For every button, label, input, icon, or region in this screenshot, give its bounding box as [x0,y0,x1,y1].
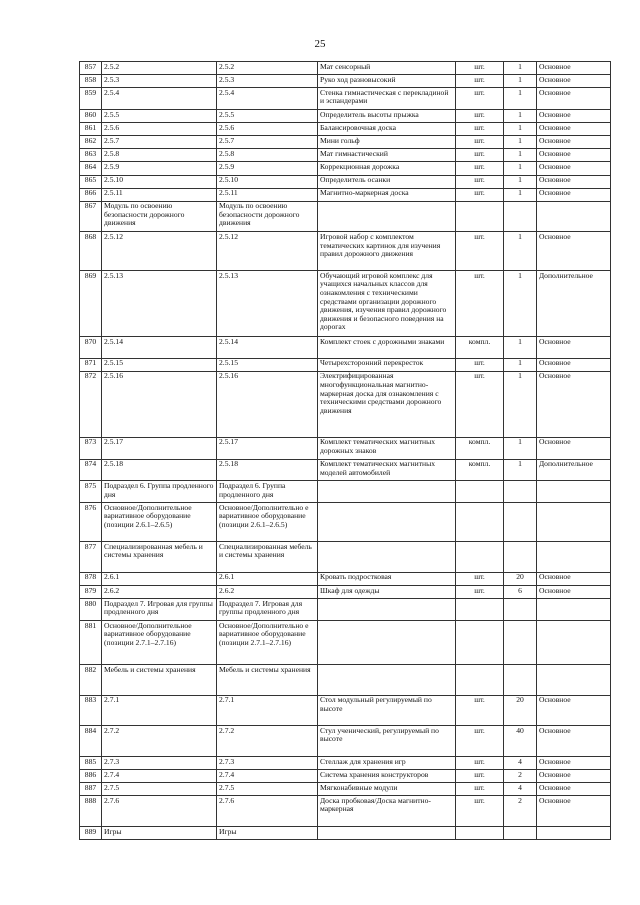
table-row [80,437,611,459]
quantity [504,481,537,503]
unit: шт. [456,188,504,201]
table-row [80,123,611,136]
row-number: 872 [80,371,102,437]
row-number: 860 [80,110,102,123]
row-number: 866 [80,188,102,201]
quantity [504,201,537,232]
item-code: Подраздел 7. Игровая для группы продленного дня [217,599,318,621]
row-number: 879 [80,586,102,599]
quantity: 1 [504,271,537,337]
item-code: 2.7.2 [217,726,318,757]
section-code: 2.5.4 [102,88,217,110]
unit [456,621,504,665]
unit: шт. [456,695,504,726]
table-row [80,188,611,201]
unit: шт. [456,162,504,175]
equipment-type: Основное [537,123,611,136]
quantity: 1 [504,149,537,162]
section-code: Подраздел 6. Группа продленного дня [102,481,217,503]
item-name: Определитель осанки [318,175,456,188]
quantity: 4 [504,757,537,770]
item-name: Стенка гимнастическая с перекладиной и эспандерами [318,88,456,110]
item-code: Подраздел 6. Группа продленного дня [217,481,318,503]
section-code: Подраздел 7. Игровая для группы продленного дня [102,599,217,621]
item-code: 2.5.9 [217,162,318,175]
page-number: 25 [314,38,326,50]
item-code: Модуль по освоению безопасности дорожного движения [217,201,318,232]
item-code: 2.6.2 [217,586,318,599]
quantity [504,665,537,696]
table-row [80,542,611,573]
unit [456,201,504,232]
item-name: Четырехсторонний перекресток [318,358,456,371]
unit [456,599,504,621]
equipment-type: Основное [537,62,611,75]
table-row [80,162,611,175]
item-name: Комплект тематических магнитных дорожных знаков [318,437,456,459]
unit: шт. [456,726,504,757]
table-row [80,572,611,585]
unit [456,481,504,503]
quantity: 4 [504,783,537,796]
quantity [504,599,537,621]
unit: шт. [456,136,504,149]
item-code: Основное/Дополнительно е вариативное оборудование (позиции 2.6.1–2.6.5) [217,503,318,542]
equipment-type: Основное [537,726,611,757]
section-code: 2.5.14 [102,337,217,359]
item-code: 2.5.6 [217,123,318,136]
table-row [80,271,611,337]
equipment-type: Основное [537,337,611,359]
table-row [80,149,611,162]
equipment-type [537,542,611,573]
table-row [80,337,611,359]
quantity: 1 [504,232,537,271]
item-name: Коррекционная дорожка [318,162,456,175]
item-name [318,503,456,542]
item-name [318,599,456,621]
section-code: 2.7.4 [102,770,217,783]
table-row [80,757,611,770]
equipment-type: Основное [537,586,611,599]
row-number: 858 [80,75,102,88]
table-row [80,88,611,110]
row-number: 862 [80,136,102,149]
row-number: 871 [80,358,102,371]
row-number: 887 [80,783,102,796]
equipment-type [537,201,611,232]
equipment-type: Дополнительное [537,271,611,337]
item-name: Мягконабивные модули [318,783,456,796]
item-code: Игры [217,827,318,840]
quantity: 1 [504,123,537,136]
equipment-type: Основное [537,371,611,437]
section-code: 2.5.16 [102,371,217,437]
quantity [504,827,537,840]
item-name: Мат гимнастический [318,149,456,162]
row-number: 873 [80,437,102,459]
quantity: 1 [504,459,537,481]
item-code: 2.5.10 [217,175,318,188]
section-code: 2.5.11 [102,188,217,201]
quantity: 1 [504,337,537,359]
item-code: Специализированная мебель и системы хранения [217,542,318,573]
row-number: 870 [80,337,102,359]
row-number: 881 [80,621,102,665]
row-number: 857 [80,62,102,75]
equipment-type: Основное [537,572,611,585]
equipment-type: Основное [537,88,611,110]
section-code: 2.5.15 [102,358,217,371]
quantity [504,503,537,542]
equipment-type: Основное [537,695,611,726]
unit: шт. [456,62,504,75]
section-code: 2.7.3 [102,757,217,770]
table-row [80,695,611,726]
equipment-type: Основное [537,796,611,827]
equipment-table [79,61,611,840]
section-code: Модуль по освоению безопасности дорожного движения [102,201,217,232]
row-number: 861 [80,123,102,136]
table-row [80,371,611,437]
row-number: 868 [80,232,102,271]
section-code: Игры [102,827,217,840]
item-name: Магнитно-маркерная доска [318,188,456,201]
unit: шт. [456,271,504,337]
item-code: 2.7.1 [217,695,318,726]
table-row [80,599,611,621]
item-code: 2.6.1 [217,572,318,585]
section-code: 2.5.12 [102,232,217,271]
table-row [80,232,611,271]
equipment-type [537,665,611,696]
equipment-type [537,827,611,840]
item-code: 2.5.11 [217,188,318,201]
unit: шт. [456,110,504,123]
equipment-type: Основное [537,232,611,271]
item-code: Мебель и системы хранения [217,665,318,696]
row-number: 884 [80,726,102,757]
quantity: 1 [504,371,537,437]
row-number: 864 [80,162,102,175]
item-code: 2.5.18 [217,459,318,481]
section-code: 2.5.17 [102,437,217,459]
item-name: Электрифицированная многофункциональная магнитно-маркерная доска для ознакомления с техническими средствами дорожного движения [318,371,456,437]
equipment-type: Основное [537,175,611,188]
item-code: 2.5.14 [217,337,318,359]
item-name: Стол модульный регулируемый по высоте [318,695,456,726]
quantity: 1 [504,136,537,149]
item-name [318,542,456,573]
item-code: 2.5.7 [217,136,318,149]
unit: шт. [456,88,504,110]
equipment-type [537,481,611,503]
unit: компл. [456,437,504,459]
table-row [80,481,611,503]
section-code: 2.7.6 [102,796,217,827]
item-name: Мини гольф [318,136,456,149]
section-code: 2.5.13 [102,271,217,337]
item-name: Игровой набор с комплектом тематических картинок для изучения правил дорожного движения [318,232,456,271]
item-code: 2.5.2 [217,62,318,75]
section-code: 2.5.3 [102,75,217,88]
row-number: 867 [80,201,102,232]
item-name: Кровать подростковая [318,572,456,585]
item-name [318,481,456,503]
equipment-type: Основное [537,149,611,162]
quantity: 2 [504,770,537,783]
item-code: 2.7.5 [217,783,318,796]
quantity: 1 [504,175,537,188]
item-code: 2.5.17 [217,437,318,459]
item-name: Мат сенсорный [318,62,456,75]
unit [456,827,504,840]
unit: шт. [456,770,504,783]
item-code: 2.5.15 [217,358,318,371]
table-row [80,175,611,188]
item-name: Обучающий игровой комплекс для учащихся начальных классов для ознакомления с техническими средствами организации дорожного движения, изучения правил дорожного движения и безопасного поведения на дорогах [318,271,456,337]
section-code: 2.7.2 [102,726,217,757]
equipment-type: Основное [537,136,611,149]
row-number: 859 [80,88,102,110]
item-code: 2.5.4 [217,88,318,110]
table-row [80,358,611,371]
equipment-type: Основное [537,358,611,371]
row-number: 878 [80,572,102,585]
section-code: Мебель и системы хранения [102,665,217,696]
quantity: 1 [504,88,537,110]
row-number: 882 [80,665,102,696]
unit: шт. [456,572,504,585]
table-row [80,621,611,665]
unit: компл. [456,337,504,359]
item-code: 2.7.4 [217,770,318,783]
table-row [80,586,611,599]
unit: шт. [456,358,504,371]
item-name: Шкаф для одежды [318,586,456,599]
item-code: 2.5.5 [217,110,318,123]
item-name: Комплект стоек с дорожными знаками [318,337,456,359]
unit: шт. [456,75,504,88]
row-number: 865 [80,175,102,188]
table-row [80,665,611,696]
item-code: Основное/Дополнительно е вариативное оборудование (позиции 2.7.1–2.7.16) [217,621,318,665]
quantity: 1 [504,62,537,75]
item-name: Руко ход разновысокий [318,75,456,88]
equipment-type [537,503,611,542]
section-code: Основное/Дополнительное вариативное оборудование (позиции 2.6.1–2.6.5) [102,503,217,542]
section-code: 2.5.7 [102,136,217,149]
table-row [80,726,611,757]
unit [456,542,504,573]
unit: компл. [456,459,504,481]
equipment-type: Основное [537,110,611,123]
row-number: 888 [80,796,102,827]
unit: шт. [456,123,504,136]
section-code: 2.5.8 [102,149,217,162]
equipment-type: Дополнительное [537,459,611,481]
quantity: 1 [504,188,537,201]
item-name: Стеллаж для хранения игр [318,757,456,770]
equipment-type: Основное [537,783,611,796]
item-name: Определитель высоты прыжка [318,110,456,123]
quantity: 2 [504,796,537,827]
row-number: 880 [80,599,102,621]
item-code: 2.7.6 [217,796,318,827]
quantity: 20 [504,695,537,726]
quantity: 1 [504,437,537,459]
unit [456,665,504,696]
unit: шт. [456,796,504,827]
section-code: 2.5.6 [102,123,217,136]
equipment-type: Основное [537,188,611,201]
quantity: 40 [504,726,537,757]
section-code: 2.5.18 [102,459,217,481]
unit: шт. [456,371,504,437]
row-number: 885 [80,757,102,770]
quantity [504,542,537,573]
quantity: 1 [504,75,537,88]
row-number: 876 [80,503,102,542]
row-number: 877 [80,542,102,573]
item-code: 2.7.3 [217,757,318,770]
table-row [80,136,611,149]
table-row [80,827,611,840]
item-code: 2.5.12 [217,232,318,271]
equipment-type: Основное [537,75,611,88]
item-name [318,827,456,840]
section-code: 2.7.1 [102,695,217,726]
equipment-type [537,599,611,621]
table-row [80,770,611,783]
item-code: 2.5.3 [217,75,318,88]
item-name: Доска пробковая/Доска магнитно-маркерная [318,796,456,827]
equipment-type: Основное [537,162,611,175]
unit: шт. [456,586,504,599]
table-body [80,62,611,840]
row-number: 886 [80,770,102,783]
quantity: 20 [504,572,537,585]
table-row [80,459,611,481]
item-name: Стул ученический, регулируемый по высоте [318,726,456,757]
section-code: 2.5.10 [102,175,217,188]
quantity: 1 [504,162,537,175]
quantity: 6 [504,586,537,599]
item-name [318,201,456,232]
row-number: 875 [80,481,102,503]
table-row [80,796,611,827]
equipment-type: Основное [537,770,611,783]
row-number: 874 [80,459,102,481]
quantity: 1 [504,110,537,123]
section-code: 2.6.2 [102,586,217,599]
section-code: Специализированная мебель и системы хранения [102,542,217,573]
unit: шт. [456,175,504,188]
section-code: 2.5.9 [102,162,217,175]
unit: шт. [456,149,504,162]
section-code: Основное/Дополнительное вариативное оборудование (позиции 2.7.1–2.7.16) [102,621,217,665]
row-number: 883 [80,695,102,726]
unit: шт. [456,783,504,796]
table-row [80,201,611,232]
table-row [80,62,611,75]
item-name: Комплект тематических магнитных моделей автомобилей [318,459,456,481]
item-code: 2.5.13 [217,271,318,337]
item-name: Балансировочная доска [318,123,456,136]
equipment-type: Основное [537,757,611,770]
table-row [80,503,611,542]
row-number: 889 [80,827,102,840]
quantity: 1 [504,358,537,371]
section-code: 2.6.1 [102,572,217,585]
table-row [80,110,611,123]
item-name: Система хранения конструкторов [318,770,456,783]
equipment-type [537,621,611,665]
section-code: 2.5.2 [102,62,217,75]
equipment-type: Основное [537,437,611,459]
section-code: 2.5.5 [102,110,217,123]
unit: шт. [456,757,504,770]
item-code: 2.5.8 [217,149,318,162]
item-name [318,621,456,665]
item-name [318,665,456,696]
section-code: 2.7.5 [102,783,217,796]
table-row [80,783,611,796]
row-number: 869 [80,271,102,337]
unit: шт. [456,232,504,271]
unit [456,503,504,542]
row-number: 863 [80,149,102,162]
table-row [80,75,611,88]
item-code: 2.5.16 [217,371,318,437]
quantity [504,621,537,665]
